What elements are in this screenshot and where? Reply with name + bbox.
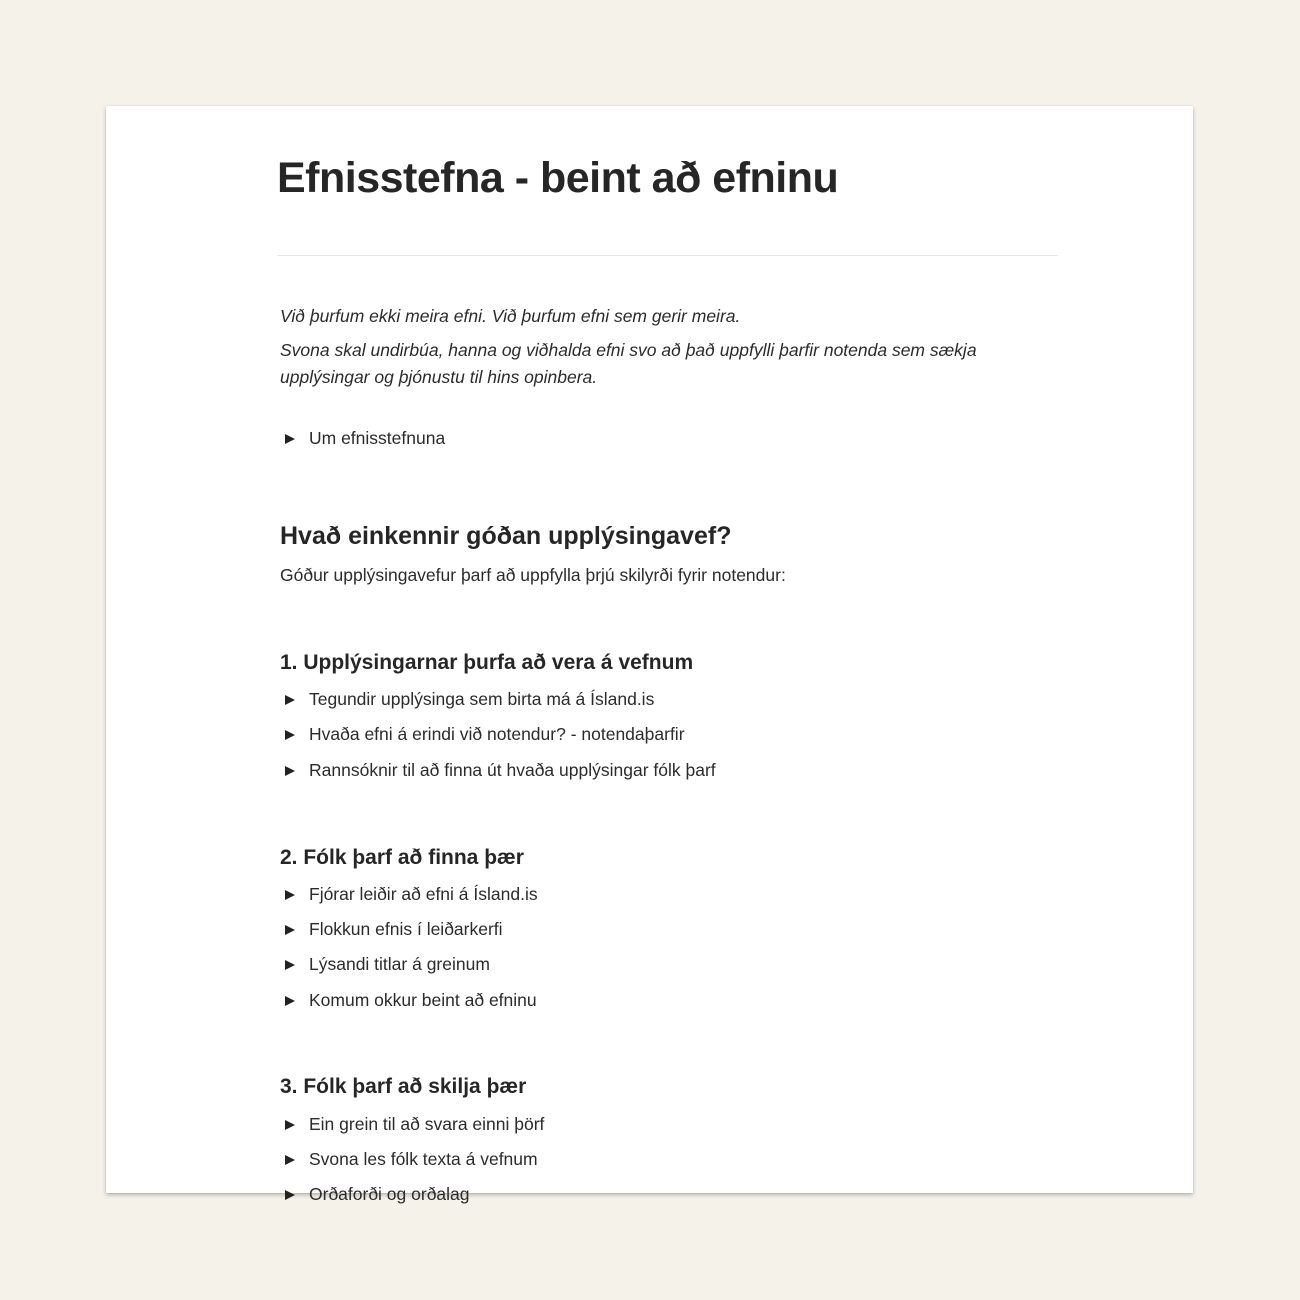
toggle-label: Lýsandi titlar á greinum [309, 954, 490, 974]
triangle-right-icon [285, 996, 295, 1006]
toggle-label: Tegundir upplýsinga sem birta má á Ísland.is [309, 689, 655, 709]
toggle-label: Um efnisstefnuna [309, 428, 446, 448]
divider [277, 255, 1058, 256]
document-page [106, 106, 1193, 1204]
toggle-label: Hvaða efni á erindi við notendur? - notendaþarfir [309, 724, 685, 744]
triangle-right-icon [285, 890, 295, 900]
triangle-right-icon [285, 1190, 295, 1200]
toggle-about[interactable] [285, 428, 445, 449]
toggle-label: Ein grein til að svara einni þörf [309, 1114, 545, 1134]
toggle-label: Flokkun efnis í leiðarkerfi [309, 919, 503, 939]
triangle-right-icon [285, 960, 295, 970]
toggle-label: Svona les fólk texta á vefnum [309, 1149, 538, 1169]
toggle-item[interactable] [285, 1184, 470, 1205]
page-title: Efnisstefna - beint að efninu [277, 154, 839, 202]
toggle-item[interactable] [285, 884, 538, 905]
toggle-label: Komum okkur beint að efninu [309, 990, 537, 1010]
triangle-right-icon [285, 695, 295, 705]
intro-quote-paragraph: Svona skal undirbúa, hanna og viðhalda efni svo að það uppfylli þarfir notenda sem sækja upplýsingar og þjónustu til hins opinbera. [280, 340, 977, 387]
triangle-right-icon [285, 434, 295, 444]
toggle-item[interactable] [285, 1114, 544, 1135]
triangle-right-icon [285, 766, 295, 776]
toggle-item[interactable] [285, 954, 490, 975]
triangle-right-icon [285, 730, 295, 740]
criterion-heading: 1. Upplýsingarnar þurfa að vera á vefnum [280, 651, 694, 674]
intro-quote-line: Við þurfum ekki meira efni. Við þurfum efni sem gerir meira. [280, 306, 741, 326]
toggle-label: Fjórar leiðir að efni á Ísland.is [309, 884, 538, 904]
toggle-item[interactable] [285, 919, 503, 940]
triangle-right-icon [285, 1155, 295, 1165]
criterion-heading: 2. Fólk þarf að finna þær [280, 846, 524, 869]
toggle-item[interactable] [285, 1149, 538, 1170]
toggle-item[interactable] [285, 990, 537, 1011]
toggle-item[interactable] [285, 760, 716, 781]
section-text: Góður upplýsingavefur þarf að uppfylla þrjú skilyrði fyrir notendur: [280, 565, 786, 585]
criterion-heading: 3. Fólk þarf að skilja þær [280, 1075, 527, 1098]
toggle-label: Rannsóknir til að finna út hvaða upplýsingar fólk þarf [309, 760, 716, 780]
triangle-right-icon [285, 925, 295, 935]
triangle-right-icon [285, 1120, 295, 1130]
section-heading: Hvað einkennir góðan upplýsingavef? [280, 522, 732, 550]
toggle-item[interactable] [285, 689, 654, 710]
toggle-label: Orðaforði og orðalag [309, 1184, 470, 1204]
toggle-item[interactable] [285, 724, 685, 745]
